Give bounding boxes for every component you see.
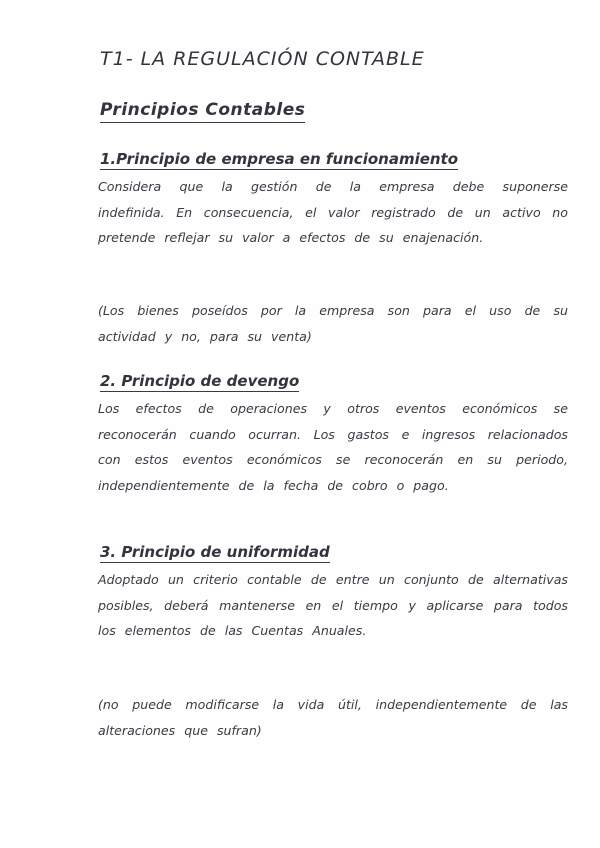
section-body-uniformidad: Adoptado un criterio contable de entre un conjunto de alternativas posibles, deberá mantenerse en el tiempo y aplicarse para todos los elementos de las Cuentas Anuales. <box>98 572 568 638</box>
section-heading-empresa-en-funcionamiento: 1.Principio de empresa en funcionamiento <box>100 150 459 168</box>
section-body-empresa-en-funcionamiento: Considera que la gestión de la empresa debe suponerse indefinida. En consecuencia, el valor registrado de un activo no pretende reflejar su valor a efectos de su enajenación. <box>98 179 568 245</box>
section-heading-devengo: 2. Principio de devengo <box>100 372 300 390</box>
section-note-uniformidad: (no puede modificarse la vida útil, independientemente de las alteraciones que sufran) <box>98 697 568 738</box>
section-note-empresa-en-funcionamiento: (Los bienes poseídos por la empresa son para el uso de su actividad y no, para su venta) <box>98 303 568 344</box>
section-body-devengo: Los efectos de operaciones y otros eventos económicos se reconocerán cuando ocurran. Los gastos e ingresos relacionados con estos eventos económicos se reconocerán en su periodo, independientemente de la fecha de cobro o pago. <box>98 401 568 493</box>
page-title: T1- LA REGULACIÓN CONTABLE <box>100 48 425 70</box>
page-subtitle: Principios Contables <box>100 100 305 123</box>
section-heading-uniformidad: 3. Principio de uniformidad <box>100 543 330 561</box>
